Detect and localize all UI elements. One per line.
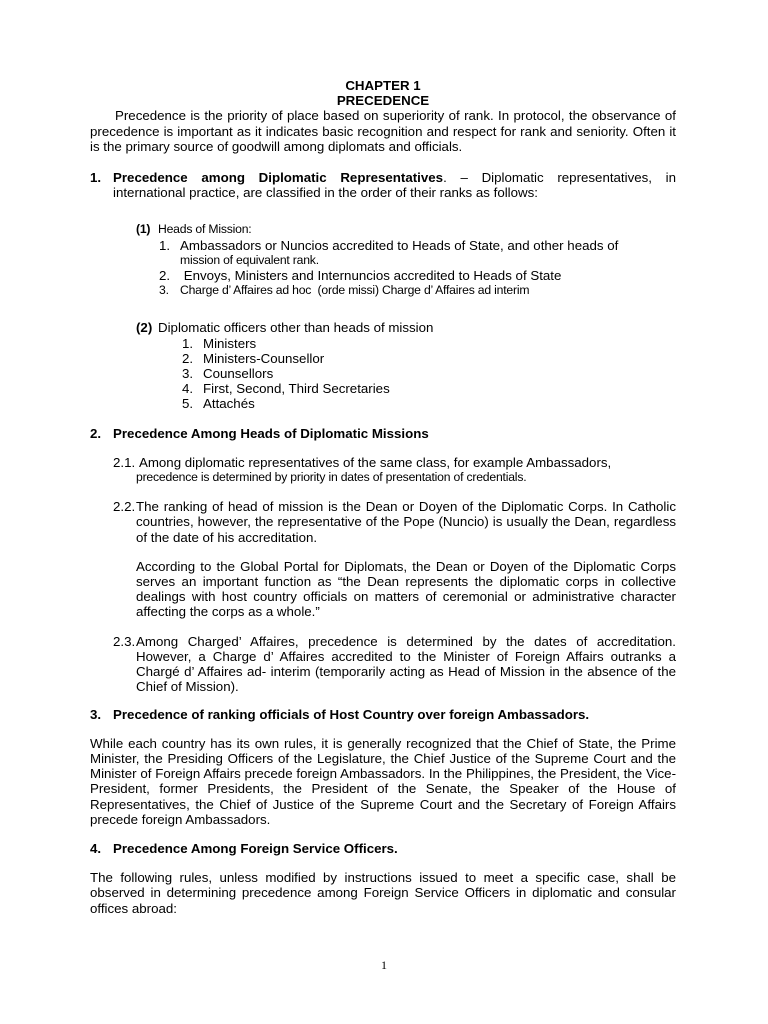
list-item <box>159 283 676 298</box>
section-2-number: 2. <box>90 425 102 441</box>
item-number: 1. <box>159 237 171 253</box>
intro-paragraph: Precedence is the priority of place based on superiority of rank. In protocol, the observance of precedence is important as it indicates basic recognition and respect for rank and seniority. Often it is the primary source of goodwill among diplomats and officials. <box>90 108 676 154</box>
section-3-text: While each country has its own rules, it is generally recognized that the Chief of State, the Prime Minister, the Presiding Officers of the Legislature, the Chief Justice of the Supreme Court and the Minister of Foreign Affairs precede foreign Ambassadors. In the Philippines, the President, the Vice-President, former Presidents, the President of the Senate, the Speaker of the House of Representatives, the Chief of Justice of the Supreme Court and the Secretary of Foreign Affairs precede foreign Ambassadors. <box>90 735 676 827</box>
dean-quote-paragraph: According to the Global Portal for Diplomats, the Dean or Doyen of the Diplomatic Corps serves an important function as “the Dean represents the diplomatic corps in collective dealings with host country officials on matters of ceremonial or administrative character affecting the corps as a whole.” <box>136 558 676 620</box>
section-3 <box>90 707 676 722</box>
item-text: Envoys, Ministers and Internuncios accredited to Heads of State <box>180 268 562 284</box>
list-item <box>159 238 676 268</box>
paragraph-text: Among Charged’ Affaires, precedence is determined by the dates of accreditation. However, a Charge d’ Affaires accredited to the Minister of Foreign Affairs outranks a Chargé d’ Affaires ad- interim (temporarily acting as Head of Mission in the absence of the Chief of Mission). <box>136 633 676 695</box>
document-page <box>90 78 676 916</box>
section-2-heading: Precedence Among Heads of Diplomatic Missions <box>113 425 429 441</box>
section-2 <box>90 426 676 441</box>
section-1 <box>90 170 676 200</box>
heads-of-mission-block <box>90 222 676 298</box>
section-1-heading: Precedence among Diplomatic Representatives <box>113 170 444 186</box>
list-item <box>182 396 676 411</box>
diplomatic-officers-block <box>90 320 676 411</box>
sub-2-label: Diplomatic officers other than heads of mission <box>158 320 434 336</box>
item-text: Ministers-Counsellor <box>203 350 325 366</box>
paragraph-2-1 <box>90 455 676 485</box>
paragraph-number: 2.2. <box>113 499 136 515</box>
item-number: 2. <box>182 350 194 366</box>
item-text: First, Second, Third Secretaries <box>203 381 390 397</box>
section-3-number: 3. <box>90 706 102 722</box>
item-text-continued: mission of equivalent rank. <box>180 252 319 267</box>
chapter-title: PRECEDENCE <box>336 93 430 109</box>
sub-2-number: (2) <box>136 320 153 336</box>
item-number: 5. <box>182 396 194 412</box>
section-4-heading: Precedence Among Foreign Service Officers. <box>113 840 398 856</box>
list-item <box>182 366 676 381</box>
item-text: Ambassadors or Nuncios accredited to Heads of State, and other heads of <box>180 237 619 253</box>
section-4 <box>90 841 676 856</box>
heads-of-mission-list <box>136 238 676 299</box>
section-4-text: The following rules, unless modified by instructions issued to meet a specific case, shall be observed in determining precedence among Foreign Service Officers in diplomatic and consular offices abroad: <box>90 870 676 916</box>
item-number: 1. <box>182 335 194 351</box>
list-item <box>182 381 676 396</box>
paragraph-text: Among diplomatic representatives of the same class, for example Ambassadors, <box>136 454 612 470</box>
item-text: Charge d’ Affaires ad hoc (orde missi) Charge d’ Affaires ad interim <box>180 283 530 298</box>
paragraph-2-3 <box>90 634 676 695</box>
paragraph-text-continued: precedence is determined by priority in dates of presentation of credentials. <box>136 470 527 485</box>
item-text: Ministers <box>203 335 257 351</box>
section-4-number: 4. <box>90 840 102 856</box>
item-text: Attachés <box>203 396 255 412</box>
section-1-text: . – Diplomatic representatives, in international practice, are classified in the order of their ranks as follows: <box>113 170 677 201</box>
list-item <box>182 336 676 351</box>
sub-1-label: Heads of Mission: <box>158 222 252 237</box>
paragraph-2-2 <box>90 499 676 545</box>
item-number: 3. <box>159 283 169 298</box>
item-number: 2. <box>159 268 171 284</box>
section-1-number: 1. <box>90 170 102 186</box>
page-number: 1 <box>381 958 387 972</box>
diplomatic-officers-heading <box>136 320 676 335</box>
paragraph-number: 2.3. <box>113 633 136 649</box>
sub-1-number: (1) <box>136 222 151 237</box>
chapter-label: CHAPTER 1 <box>345 78 421 93</box>
list-item <box>159 268 676 283</box>
paragraph-text: The ranking of head of mission is the Dean or Doyen of the Diplomatic Corps. In Catholic countries, however, the representative of the Pope (Nuncio) is usually the Dean, regardless of the date of his accreditation. <box>136 499 676 545</box>
item-number: 3. <box>182 366 194 382</box>
diplomatic-officers-list <box>136 336 676 412</box>
list-item <box>182 351 676 366</box>
paragraph-number: 2.1. <box>113 454 136 470</box>
heads-of-mission-heading <box>136 222 676 237</box>
item-text: Counsellors <box>203 366 274 382</box>
item-number: 4. <box>182 381 194 397</box>
section-3-heading: Precedence of ranking officials of Host Country over foreign Ambassadors. <box>113 706 590 722</box>
